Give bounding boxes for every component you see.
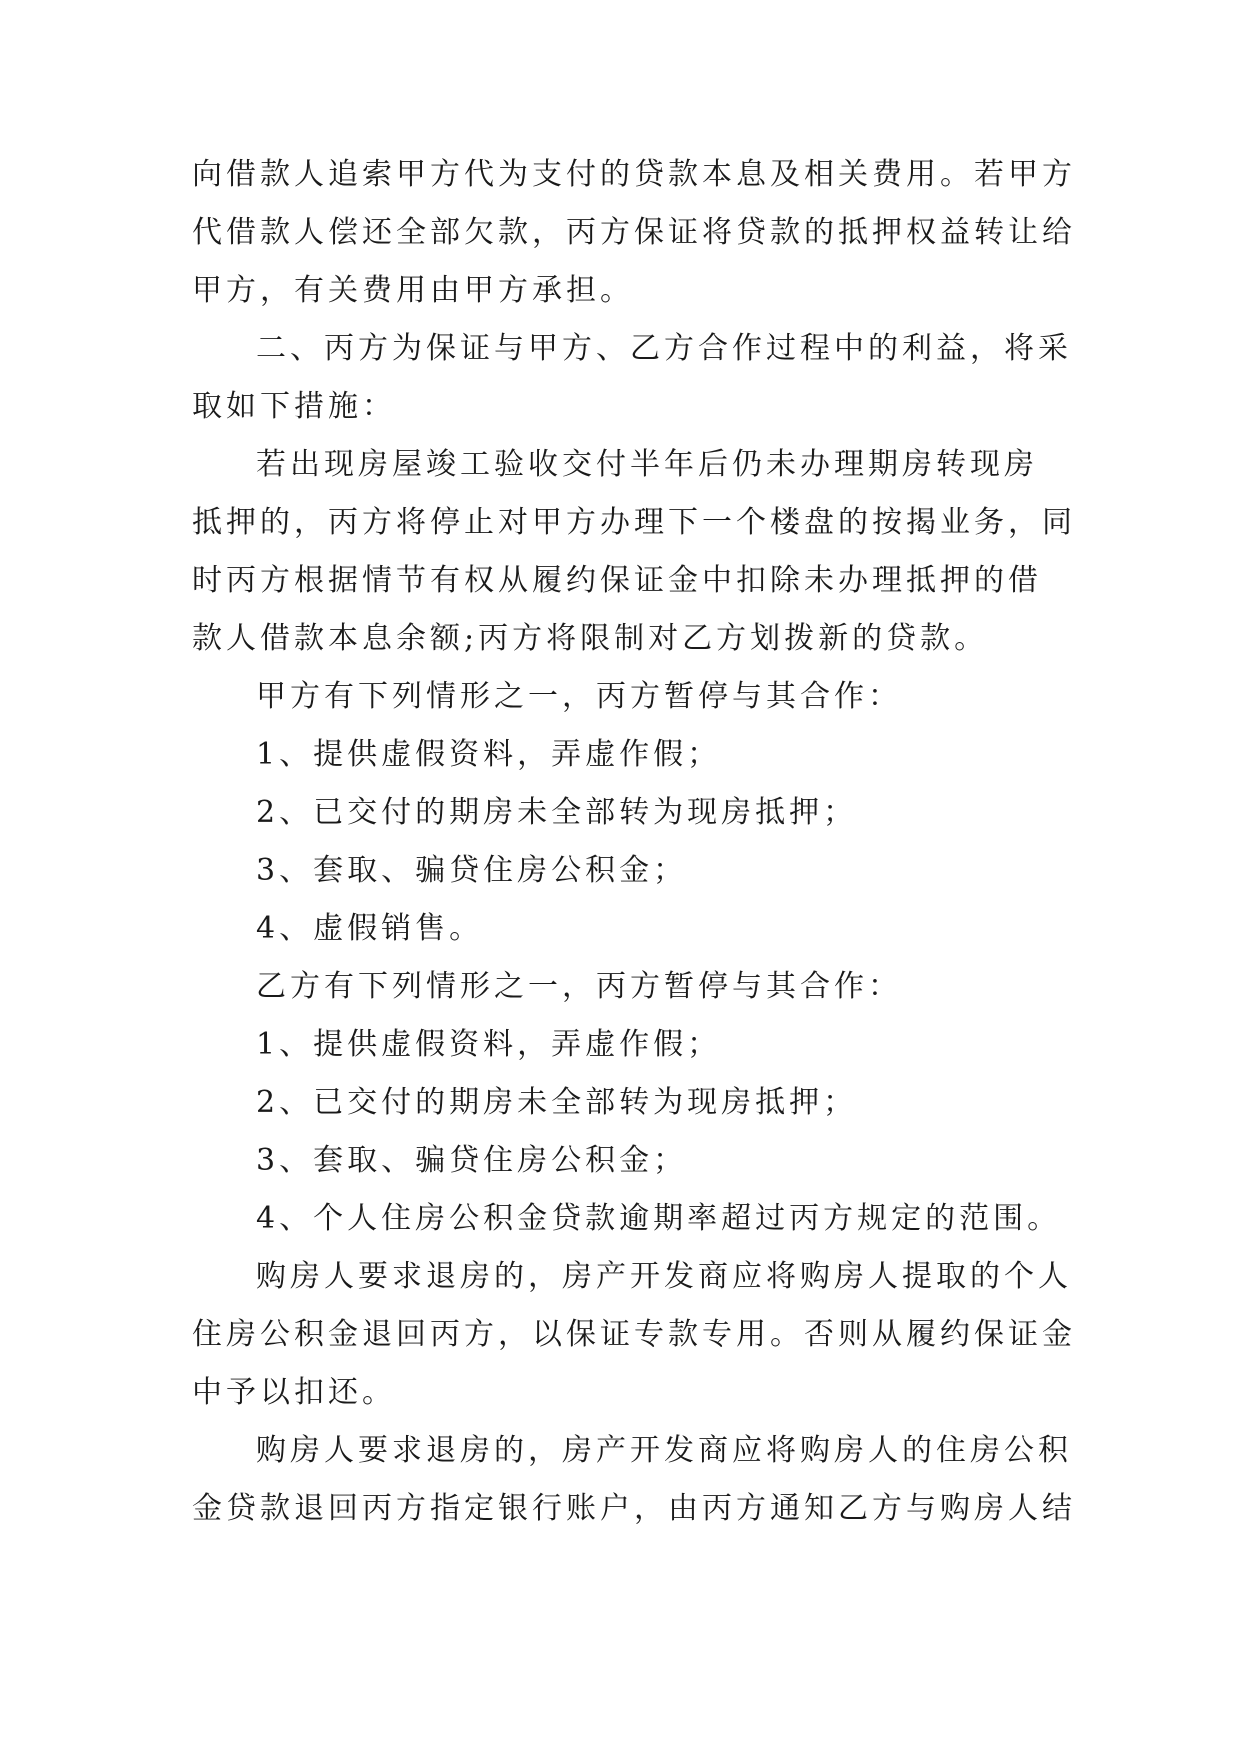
text-line-6: 若出现房屋竣工验收交付半年后仍未办理期房转现房 bbox=[256, 447, 1038, 482]
text-line-19: 4、个人住房公积金贷款逾期率超过丙方规定的范围。 bbox=[256, 1201, 1062, 1236]
text-line-12: 2、已交付的期房未全部转为现房抵押； bbox=[256, 795, 858, 830]
text-line-13: 3、套取、骗贷住房公积金； bbox=[256, 853, 688, 888]
text-line-20: 购房人要求退房的，房产开发商应将购房人提取的个人 bbox=[256, 1259, 1072, 1294]
text-line-8: 时丙方根据情节有权从履约保证金中扣除未办理抵押的借 bbox=[192, 563, 1042, 598]
text-line-16: 1、提供虚假资料，弄虚作假； bbox=[256, 1027, 722, 1062]
text-line-22: 中予以扣还。 bbox=[192, 1375, 396, 1410]
text-line-21: 住房公积金退回丙方，以保证专款专用。否则从履约保证金 bbox=[192, 1317, 1076, 1352]
text-line-9: 款人借款本息余额;丙方将限制对乙方划拨新的贷款。 bbox=[192, 621, 989, 656]
text-line-15: 乙方有下列情形之一，丙方暂停与其合作： bbox=[256, 969, 902, 1004]
text-line-14: 4、虚假销售。 bbox=[256, 911, 484, 946]
text-line-24: 金贷款退回丙方指定银行账户，由丙方通知乙方与购房人结 bbox=[192, 1491, 1076, 1526]
text-line-18: 3、套取、骗贷住房公积金； bbox=[256, 1143, 688, 1178]
text-line-17: 2、已交付的期房未全部转为现房抵押； bbox=[256, 1085, 858, 1120]
text-line-11: 1、提供虚假资料，弄虚作假； bbox=[256, 737, 722, 772]
text-line-10: 甲方有下列情形之一，丙方暂停与其合作： bbox=[256, 679, 902, 714]
text-line-3: 甲方，有关费用由甲方承担。 bbox=[192, 273, 634, 308]
text-line-5: 取如下措施： bbox=[192, 389, 396, 424]
text-line-2: 代借款人偿还全部欠款，丙方保证将贷款的抵押权益转让给 bbox=[192, 215, 1076, 250]
text-line-1: 向借款人追索甲方代为支付的贷款本息及相关费用。若甲方 bbox=[192, 157, 1076, 192]
text-line-7: 抵押的，丙方将停止对甲方办理下一个楼盘的按揭业务，同 bbox=[192, 505, 1076, 540]
text-line-23: 购房人要求退房的，房产开发商应将购房人的住房公积 bbox=[256, 1433, 1072, 1468]
text-line-4: 二、丙方为保证与甲方、乙方合作过程中的利益，将采 bbox=[256, 331, 1072, 366]
